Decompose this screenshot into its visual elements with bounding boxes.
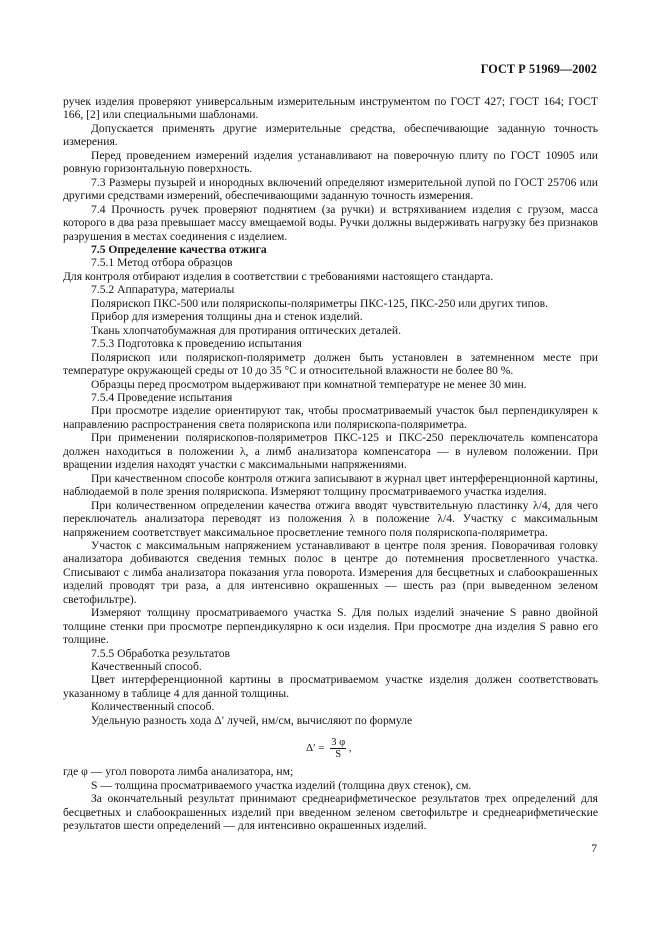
paragraph: Количественный способ. <box>91 700 215 714</box>
clause-7-4: 7.4 Прочность ручек проверяют поднятием (за ручки) и встряхиванием изделия с грузом, масса которого в два раза превышает массу вмещаемой воды. Ручки должны выдерживать нагрузку без признаков разрушения в местах соединения с изделием. <box>63 202 598 243</box>
paragraph: При просмотре изделие ориентируют так, чтобы просматриваемый участок был перпендикулярен к направлению распространения света полярископа или полярископа-поляриметра. <box>63 404 598 431</box>
paragraph: Удельную разность хода Δ′ лучей, нм/см, вычисляют по формуле <box>91 713 413 727</box>
standard-header: ГОСТ Р 51969—2002 <box>480 62 597 76</box>
subsection-heading: 7.5.3 Подготовка к проведению испытания <box>91 337 302 351</box>
clause-7-3: 7.3 Размеры пузырей и инородных включений определяют измерительной лупой по ГОСТ 25706 или другими средствами измерений, обеспечивающими заданную точность измерения. <box>63 175 598 203</box>
subsection-heading: 7.5.2 Аппаратура, материалы <box>91 283 235 297</box>
document-body <box>63 95 598 833</box>
paragraph: Полярископ или полярископ-поляриметр должен быть установлен в затемненном месте при температуре окружающей среды от 10 до 35 °С и относительной влажности не более 80 %. <box>63 350 598 378</box>
formula-numerator: 3 φ <box>331 737 346 749</box>
paragraph: При применении полярископов-поляриметров ПКС-125 и ПКС-250 переключатель компенсатора должен находиться в положении λ, а лимб анализатора компенсатора — в нулевом положении. При вращении изделия находят участки с максимальными напряжениями. <box>63 431 598 472</box>
paragraph: Для контроля отбирают изделия в соответствии с требованиями настоящего стандарта. <box>63 269 494 283</box>
subsection-heading: 7.5.5 Обработка результатов <box>91 646 230 660</box>
formula-denominator: S <box>335 749 342 761</box>
formula <box>306 737 352 760</box>
subsection-heading: 7.5.4 Проведение испытания <box>91 390 233 404</box>
formula-lhs: Δ′ = <box>306 742 325 755</box>
paragraph: При количественном определении качества отжига вводят чувствительную пластинку λ/4, для чего переключатель анализатора переводят из положения λ в положение λ/4. Участку с максимальным напряжением соответствует максимальное просветление темного поля полярископа-поляриметра. <box>63 498 598 539</box>
paragraph: Полярископ ПКС-500 или полярископы-поляриметры ПКС-125, ПКС-250 или других типов. <box>91 296 549 310</box>
paragraph: За окончательный результат принимают среднеарифметическое результатов трех определений для бесцветных и слабоокрашенных изделий при введенном зеленом светофильтре и среднеарифметические результатов шести определений — для интенсивно окрашенных изделий. <box>63 792 598 833</box>
formula-block <box>63 732 598 762</box>
paragraph: Качественный способ. <box>91 660 202 674</box>
definition: где φ — угол поворота лимба анализатора, нм; <box>63 765 294 779</box>
paragraph: Цвет интерференционной картины в просматриваемом участке изделия должен соответствовать указанному в таблице 4 для данной толщины. <box>63 673 598 700</box>
paragraph: Участок с максимальным напряжением устанавливают в центре поля зрения. Поворачивая головку анализатора добиваются сведения темных полос в центре до потемнения просветленного участка. Списывают с лимба анализатора показания угла поворота. Измерения для бесцветных и слабоокрашенных изделий проводят три раза, а для интенсивно окрашенных — шесть раз (при выведенном зеленом светофильтре). <box>63 538 598 606</box>
formula-fraction <box>330 737 346 760</box>
definition: S — толщина просматриваемого участка изделий (толщина двух стенок), см. <box>91 778 472 792</box>
formula-tail: , <box>348 742 352 755</box>
paragraph: При качественном способе контроля отжига записывают в журнал цвет интерференционной картины, наблюдаемой в поле зрения полярископа. Измеряют толщину просматриваемого участка изделия. <box>63 471 598 499</box>
paragraph: Измеряют толщину просматриваемого участка S. Для полых изделий значение S равно двойной толщине стенки при просмотре перпендикулярно к оси изделия. При просмотре дна изделия S равно его толщине. <box>63 606 598 647</box>
paragraph: Ткань хлопчатобумажная для протирания оптических деталей. <box>91 323 402 337</box>
paragraph: Перед проведением измерений изделия устанавливают на поверочную плиту по ГОСТ 10905 или ровную горизонтальную поверхность. <box>63 148 598 176</box>
paragraph: Допускается применять другие измерительные средства, обеспечивающие заданную точность измерения. <box>63 121 598 149</box>
paragraph: Прибор для измерения толщины дна и стенок изделий. <box>91 310 363 324</box>
subsection-heading: 7.5.1 Метод отбора образцов <box>91 256 233 270</box>
paragraph: Образцы перед просмотром выдерживают при комнатной температуре не менее 30 мин. <box>91 377 527 391</box>
page-number: 7 <box>591 842 597 855</box>
paragraph: ручек изделия проверяют универсальным измерительным инструментом по ГОСТ 427; ГОСТ 164; ГОСТ 166, [2] или специальными шаблонами. <box>63 95 598 122</box>
section-heading-7-5: 7.5 Определение качества отжига <box>91 242 267 256</box>
